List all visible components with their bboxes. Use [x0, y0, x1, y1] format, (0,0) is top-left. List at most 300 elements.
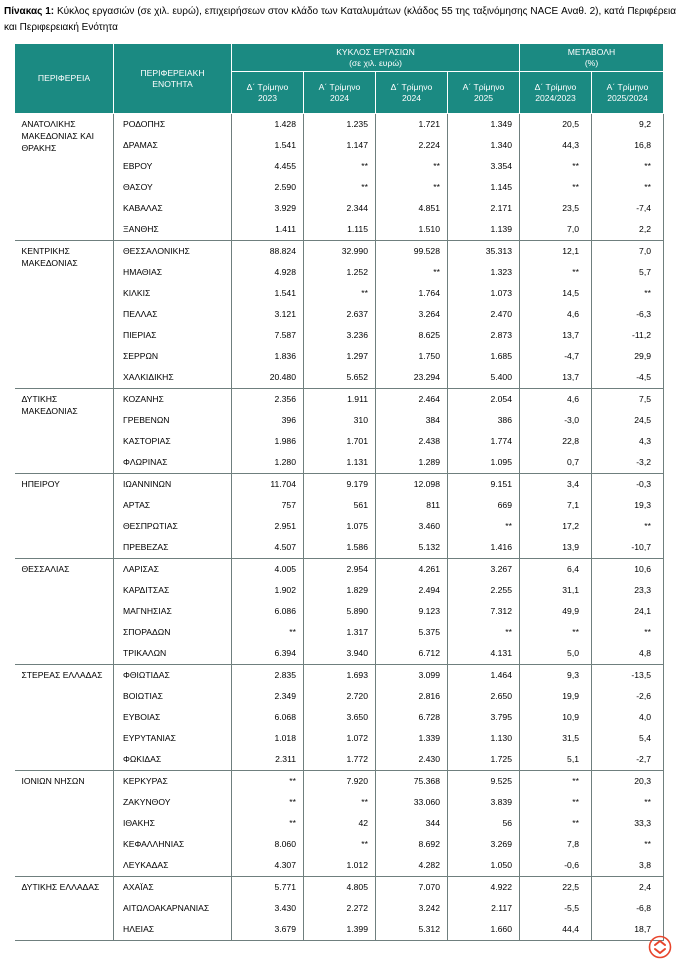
table-cell: 3.430 [232, 898, 304, 919]
table-cell: 16,8 [592, 135, 664, 156]
caption-text: Κύκλος εργασιών (σε χιλ. ευρώ), επιχειρήσεων στον κλάδο των Καταλυμάτων (κλάδος 55 της ταξινόμησης NACE Αναθ. 2), κατά Περιφέρεια και Περιφερειακή Ενότητα [4, 6, 676, 33]
table-cell: -11,2 [592, 325, 664, 346]
table-cell: 1.289 [376, 452, 448, 474]
table-cell: 5,0 [520, 643, 592, 665]
table-cell: 9,2 [592, 114, 664, 136]
table-cell: 2.590 [232, 177, 304, 198]
table-cell: 1.464 [448, 665, 520, 687]
table-cell: -4,5 [592, 367, 664, 389]
table-cell: ** [304, 792, 376, 813]
table-cell: -2,6 [592, 686, 664, 707]
unit-name: ΞΑΝΘΗΣ [114, 219, 232, 241]
table-body [15, 114, 664, 941]
table-cell: 7.920 [304, 771, 376, 793]
region-name: ΘΕΣΣΑΛΙΑΣ [15, 559, 114, 665]
unit-name: ΤΡΙΚΑΛΩΝ [114, 643, 232, 665]
table-row [15, 389, 664, 411]
unit-name: ΑΡΤΑΣ [114, 495, 232, 516]
table-cell: 2.349 [232, 686, 304, 707]
table-cell: 7,0 [520, 219, 592, 241]
sync-arrows-icon [648, 935, 672, 959]
table-cell: 24,5 [592, 410, 664, 431]
table-cell: 3.929 [232, 198, 304, 219]
table-cell: 1.428 [232, 114, 304, 136]
table-cell: 9.525 [448, 771, 520, 793]
table-cell: 4.131 [448, 643, 520, 665]
table-cell: 3,8 [592, 855, 664, 877]
table-cell: ** [520, 792, 592, 813]
table-cell: 2.470 [448, 304, 520, 325]
table-cell: 99.528 [376, 241, 448, 263]
unit-name: ΘΕΣΠΡΩΤΙΑΣ [114, 516, 232, 537]
table-cell: 2.650 [448, 686, 520, 707]
table-cell: 1.130 [448, 728, 520, 749]
table-cell: -0,6 [520, 855, 592, 877]
table-cell: 23,5 [520, 198, 592, 219]
table-cell: 17,2 [520, 516, 592, 537]
table-cell: 3.839 [448, 792, 520, 813]
unit-name: ΚΑΣΤΟΡΙΑΣ [114, 431, 232, 452]
table-cell: 4.005 [232, 559, 304, 581]
table-cell: 3.650 [304, 707, 376, 728]
unit-name: ΕΥΡΥΤΑΝΙΑΣ [114, 728, 232, 749]
table-cell: 1.829 [304, 580, 376, 601]
table-cell: 5.132 [376, 537, 448, 559]
table-cell: -7,4 [592, 198, 664, 219]
header-col-q1-2024: Α΄ Τρίμηνο 2024 [304, 72, 376, 114]
table-cell: ** [304, 283, 376, 304]
table-cell: 1.323 [448, 262, 520, 283]
table-cell: 1.075 [304, 516, 376, 537]
table-cell: 2.117 [448, 898, 520, 919]
table-cell: 20,3 [592, 771, 664, 793]
table-cell: 384 [376, 410, 448, 431]
unit-name: ΕΥΒΟΙΑΣ [114, 707, 232, 728]
table-cell: 24,1 [592, 601, 664, 622]
table-cell: 35.313 [448, 241, 520, 263]
table-cell: ** [592, 834, 664, 855]
table-cell: ** [520, 156, 592, 177]
table-cell: ** [592, 516, 664, 537]
table-cell: 6.728 [376, 707, 448, 728]
table-cell: 1.685 [448, 346, 520, 367]
table-cell: 2.720 [304, 686, 376, 707]
table-cell: 22,8 [520, 431, 592, 452]
table-cell: 3.679 [232, 919, 304, 941]
table-cell: 23,3 [592, 580, 664, 601]
table-cell: ** [232, 622, 304, 643]
header-turnover: ΚΥΚΛΟΣ ΕΡΓΑΣΙΩΝ (σε χιλ. ευρώ) [232, 44, 520, 72]
unit-name: ΒΟΙΩΤΙΑΣ [114, 686, 232, 707]
table-cell: -10,7 [592, 537, 664, 559]
table-cell: 1.235 [304, 114, 376, 136]
table-cell: 2.255 [448, 580, 520, 601]
table-cell: 4.922 [448, 877, 520, 899]
table-cell: 9.123 [376, 601, 448, 622]
table-cell: 4.851 [376, 198, 448, 219]
table-cell: ** [592, 177, 664, 198]
table-cell: 4.455 [232, 156, 304, 177]
table-cell: ** [448, 622, 520, 643]
table-cell: 1.725 [448, 749, 520, 771]
table-cell: 3.460 [376, 516, 448, 537]
table-cell: 10,6 [592, 559, 664, 581]
table-cell: 1.050 [448, 855, 520, 877]
table-cell: 6.068 [232, 707, 304, 728]
table-cell: 3.940 [304, 643, 376, 665]
table-cell: 14,5 [520, 283, 592, 304]
table-cell: 3.236 [304, 325, 376, 346]
table-cell: 396 [232, 410, 304, 431]
table-cell: 1.072 [304, 728, 376, 749]
table-row [15, 241, 664, 263]
table-cell: 9.151 [448, 474, 520, 496]
table-cell: 4,6 [520, 304, 592, 325]
caption-label: Πίνακας 1: [4, 6, 55, 17]
table-cell: 5.890 [304, 601, 376, 622]
table-cell: ** [520, 813, 592, 834]
table-cell: 1.541 [232, 283, 304, 304]
table-cell: 310 [304, 410, 376, 431]
table-cell: 386 [448, 410, 520, 431]
table-cell: 13,7 [520, 367, 592, 389]
unit-name: ΣΕΡΡΩΝ [114, 346, 232, 367]
table-cell: 12,1 [520, 241, 592, 263]
table-cell: -0,3 [592, 474, 664, 496]
table-cell: 6.712 [376, 643, 448, 665]
table-cell: -6,3 [592, 304, 664, 325]
region-name: ΚΕΝΤΡΙΚΗΣ ΜΑΚΕΔΟΝΙΑΣ [15, 241, 114, 389]
table-cell: 757 [232, 495, 304, 516]
table-cell: 1.721 [376, 114, 448, 136]
table-cell: ** [376, 177, 448, 198]
table-cell: 1.693 [304, 665, 376, 687]
table-cell: 0,7 [520, 452, 592, 474]
table-cell: ** [304, 156, 376, 177]
table-cell: 4.805 [304, 877, 376, 899]
table-cell: 2.438 [376, 431, 448, 452]
table-row [15, 474, 664, 496]
table-cell: 4.507 [232, 537, 304, 559]
table-cell: 5.652 [304, 367, 376, 389]
table-cell: 19,3 [592, 495, 664, 516]
table-cell: 10,9 [520, 707, 592, 728]
table-cell: 811 [376, 495, 448, 516]
unit-name: ΚΕΡΚΥΡΑΣ [114, 771, 232, 793]
unit-name: ΙΘΑΚΗΣ [114, 813, 232, 834]
unit-name: ΡΟΔΟΠΗΣ [114, 114, 232, 136]
table-cell: 7,5 [592, 389, 664, 411]
table-cell: 13,9 [520, 537, 592, 559]
table-cell: 2.272 [304, 898, 376, 919]
table-cell: ** [592, 283, 664, 304]
table-cell: 11.704 [232, 474, 304, 496]
table-row [15, 877, 664, 899]
table-cell: 3.121 [232, 304, 304, 325]
table-cell: 2.816 [376, 686, 448, 707]
table-cell: ** [592, 156, 664, 177]
table-cell: ** [592, 622, 664, 643]
table-cell: 2.311 [232, 749, 304, 771]
unit-name: ΠΙΕΡΙΑΣ [114, 325, 232, 346]
table-cell: 31,5 [520, 728, 592, 749]
unit-name: ΑΙΤΩΛΟΑΚΑΡΝΑΝΙΑΣ [114, 898, 232, 919]
table-cell: 1.764 [376, 283, 448, 304]
table-cell: 7,0 [592, 241, 664, 263]
unit-name: ΠΡΕΒΕΖΑΣ [114, 537, 232, 559]
table-cell: 1.986 [232, 431, 304, 452]
table-cell: ** [376, 262, 448, 283]
unit-name: ΔΡΑΜΑΣ [114, 135, 232, 156]
turnover-table [14, 43, 664, 941]
table-cell: 5,1 [520, 749, 592, 771]
table-cell: 1.772 [304, 749, 376, 771]
table-cell: 32.990 [304, 241, 376, 263]
unit-name: ΘΕΣΣΑΛΟΝΙΚΗΣ [114, 241, 232, 263]
table-cell: 8.060 [232, 834, 304, 855]
table-cell: 4,8 [592, 643, 664, 665]
table-cell: ** [232, 792, 304, 813]
table-cell: ** [304, 177, 376, 198]
table-cell: 6,4 [520, 559, 592, 581]
unit-name: ΧΑΛΚΙΔΙΚΗΣ [114, 367, 232, 389]
unit-name: ΛΕΥΚΑΔΑΣ [114, 855, 232, 877]
table-cell: 1.836 [232, 346, 304, 367]
table-cell: 1.095 [448, 452, 520, 474]
table-cell: 3,4 [520, 474, 592, 496]
table-cell: 2.054 [448, 389, 520, 411]
table-cell: 561 [304, 495, 376, 516]
table-cell: -6,8 [592, 898, 664, 919]
table-cell: 1.252 [304, 262, 376, 283]
region-name: ΣΤΕΡΕΑΣ ΕΛΛΑΔΑΣ [15, 665, 114, 771]
table-cell: 1.660 [448, 919, 520, 941]
table-cell: 20.480 [232, 367, 304, 389]
table-cell: 49,9 [520, 601, 592, 622]
table-cell: 3.269 [448, 834, 520, 855]
table-cell: 4,0 [592, 707, 664, 728]
table-cell: 1.510 [376, 219, 448, 241]
table-cell: 2.494 [376, 580, 448, 601]
table-cell: 5,4 [592, 728, 664, 749]
table-cell: 5.771 [232, 877, 304, 899]
table-cell: -5,5 [520, 898, 592, 919]
table-cell: 6.394 [232, 643, 304, 665]
table-cell: ** [448, 516, 520, 537]
table-cell: 1.339 [376, 728, 448, 749]
table-cell: 2,4 [592, 877, 664, 899]
table-cell: 1.701 [304, 431, 376, 452]
table-cell: 3.354 [448, 156, 520, 177]
table-cell: -4,7 [520, 346, 592, 367]
table-cell: 7,8 [520, 834, 592, 855]
table-cell: ** [304, 834, 376, 855]
table-cell: 1.774 [448, 431, 520, 452]
table-cell: 2.835 [232, 665, 304, 687]
table-cell: ** [520, 622, 592, 643]
unit-name: ΚΑΒΑΛΑΣ [114, 198, 232, 219]
table-cell: 13,7 [520, 325, 592, 346]
table-row [15, 771, 664, 793]
table-cell: -13,5 [592, 665, 664, 687]
table-cell: 7,1 [520, 495, 592, 516]
table-cell: -3,2 [592, 452, 664, 474]
region-name: ΗΠΕΙΡΟΥ [15, 474, 114, 559]
table-cell: 22,5 [520, 877, 592, 899]
table-cell: 2.954 [304, 559, 376, 581]
table-row [15, 114, 664, 136]
header-col-q4-2024: Δ΄ Τρίμηνο 2024 [376, 72, 448, 114]
table-cell: ** [520, 177, 592, 198]
table-cell: 2,2 [592, 219, 664, 241]
table-cell: ** [520, 262, 592, 283]
table-cell: 5.312 [376, 919, 448, 941]
table-row [15, 559, 664, 581]
table-cell: 1.115 [304, 219, 376, 241]
table-cell: 7.587 [232, 325, 304, 346]
unit-name: ΘΑΣΟΥ [114, 177, 232, 198]
table-cell: 6.086 [232, 601, 304, 622]
table-cell: 2.430 [376, 749, 448, 771]
unit-name: ΛΑΡΙΣΑΣ [114, 559, 232, 581]
table-cell: 1.145 [448, 177, 520, 198]
table-cell: 20,5 [520, 114, 592, 136]
table-cell: 1.902 [232, 580, 304, 601]
table-cell: 88.824 [232, 241, 304, 263]
unit-name: ΑΧΑΪΑΣ [114, 877, 232, 899]
table-cell: 33,3 [592, 813, 664, 834]
table-cell: 4,6 [520, 389, 592, 411]
header-col-change-q4: Δ΄ Τρίμηνο 2024/2023 [520, 72, 592, 114]
table-cell: 23.294 [376, 367, 448, 389]
table-cell: 1.349 [448, 114, 520, 136]
table-cell: 8.692 [376, 834, 448, 855]
unit-name: ΗΜΑΘΙΑΣ [114, 262, 232, 283]
table-cell: 4,3 [592, 431, 664, 452]
header-change: ΜΕΤΑΒΟΛΗ (%) [520, 44, 664, 72]
table-cell: 669 [448, 495, 520, 516]
unit-name: ΚΟΖΑΝΗΣ [114, 389, 232, 411]
table-cell: 1.399 [304, 919, 376, 941]
header-col-q1-2025: Α΄ Τρίμηνο 2025 [448, 72, 520, 114]
header-col-q4-2023: Δ΄ Τρίμηνο 2023 [232, 72, 304, 114]
unit-name: ΦΩΚΙΔΑΣ [114, 749, 232, 771]
table-cell: 8.625 [376, 325, 448, 346]
table-cell: 4.307 [232, 855, 304, 877]
table-cell: 1.340 [448, 135, 520, 156]
unit-name: ΚΙΛΚΙΣ [114, 283, 232, 304]
unit-name: ΚΕΦΑΛΛΗΝΙΑΣ [114, 834, 232, 855]
region-name: ΔΥΤΙΚΗΣ ΜΑΚΕΔΟΝΙΑΣ [15, 389, 114, 474]
table-cell: 7.312 [448, 601, 520, 622]
table-cell: ** [592, 792, 664, 813]
table-cell: 44,3 [520, 135, 592, 156]
table-cell: 5.375 [376, 622, 448, 643]
table-cell: 5.400 [448, 367, 520, 389]
table-cell: 31,1 [520, 580, 592, 601]
table-cell: 1.541 [232, 135, 304, 156]
table-cell: 9,3 [520, 665, 592, 687]
table-cell: 2.873 [448, 325, 520, 346]
table-cell: 1.131 [304, 452, 376, 474]
table-cell: 1.139 [448, 219, 520, 241]
table-cell: 12.098 [376, 474, 448, 496]
table-cell: 18,7 [592, 919, 664, 941]
table-cell: ** [376, 156, 448, 177]
unit-name: ΣΠΟΡΑΔΩΝ [114, 622, 232, 643]
table-cell: 1.280 [232, 452, 304, 474]
table-cell: 5,7 [592, 262, 664, 283]
unit-name: ΦΘΙΩΤΙΔΑΣ [114, 665, 232, 687]
table-cell: 2.224 [376, 135, 448, 156]
table-cell: 2.171 [448, 198, 520, 219]
table-cell: 2.356 [232, 389, 304, 411]
table-cell: 4.261 [376, 559, 448, 581]
table-cell: ** [232, 813, 304, 834]
table-cell: 1.586 [304, 537, 376, 559]
table-cell: 344 [376, 813, 448, 834]
table-cell: 1.073 [448, 283, 520, 304]
table-cell: 1.018 [232, 728, 304, 749]
table-cell: 3.099 [376, 665, 448, 687]
table-cell: 3.267 [448, 559, 520, 581]
table-cell: 4.928 [232, 262, 304, 283]
unit-name: ΙΩΑΝΝΙΝΩΝ [114, 474, 232, 496]
table-cell: 1.411 [232, 219, 304, 241]
table-cell: 3.264 [376, 304, 448, 325]
region-name: ΙΟΝΙΩΝ ΝΗΣΩΝ [15, 771, 114, 877]
unit-name: ΕΒΡΟΥ [114, 156, 232, 177]
unit-name: ΓΡΕΒΕΝΩΝ [114, 410, 232, 431]
unit-name: ΠΕΛΛΑΣ [114, 304, 232, 325]
table-cell: 3.795 [448, 707, 520, 728]
region-name: ΔΥΤΙΚΗΣ ΕΛΛΑΔΑΣ [15, 877, 114, 941]
unit-name: ΗΛΕΙΑΣ [114, 919, 232, 941]
region-name: ΑΝΑΤΟΛΙΚΗΣ ΜΑΚΕΔΟΝΙΑΣ ΚΑΙ ΘΡΑΚΗΣ [15, 114, 114, 241]
table-caption [4, 4, 676, 36]
header-region: ΠΕΡΙΦΕΡΕΙΑ [15, 44, 114, 114]
table-cell: 2.637 [304, 304, 376, 325]
table-cell: 3.242 [376, 898, 448, 919]
unit-name: ΦΛΩΡΙΝΑΣ [114, 452, 232, 474]
unit-name: ΚΑΡΔΙΤΣΑΣ [114, 580, 232, 601]
table-row [15, 665, 664, 687]
table-cell: 2.344 [304, 198, 376, 219]
header-col-change-q1: Α΄ Τρίμηνο 2025/2024 [592, 72, 664, 114]
table-cell: 1.416 [448, 537, 520, 559]
table-cell: 1.147 [304, 135, 376, 156]
table-cell: 1.012 [304, 855, 376, 877]
table-cell: ** [520, 771, 592, 793]
table-cell: 33.060 [376, 792, 448, 813]
table-cell: 1.297 [304, 346, 376, 367]
table-cell: 42 [304, 813, 376, 834]
table-cell: 56 [448, 813, 520, 834]
table-cell: 1.317 [304, 622, 376, 643]
table-cell: 2.951 [232, 516, 304, 537]
table-cell: 1.911 [304, 389, 376, 411]
table-cell: 9.179 [304, 474, 376, 496]
table-cell: 2.464 [376, 389, 448, 411]
header-unit: ΠΕΡΙΦΕΡΕΙΑΚΗ ΕΝΟΤΗΤΑ [114, 44, 232, 114]
table-cell: 19,9 [520, 686, 592, 707]
table-cell: 7.070 [376, 877, 448, 899]
table-cell: 29,9 [592, 346, 664, 367]
unit-name: ΖΑΚΥΝΘΟΥ [114, 792, 232, 813]
table-cell: ** [232, 771, 304, 793]
table-cell: 75.368 [376, 771, 448, 793]
unit-name: ΜΑΓΝΗΣΙΑΣ [114, 601, 232, 622]
